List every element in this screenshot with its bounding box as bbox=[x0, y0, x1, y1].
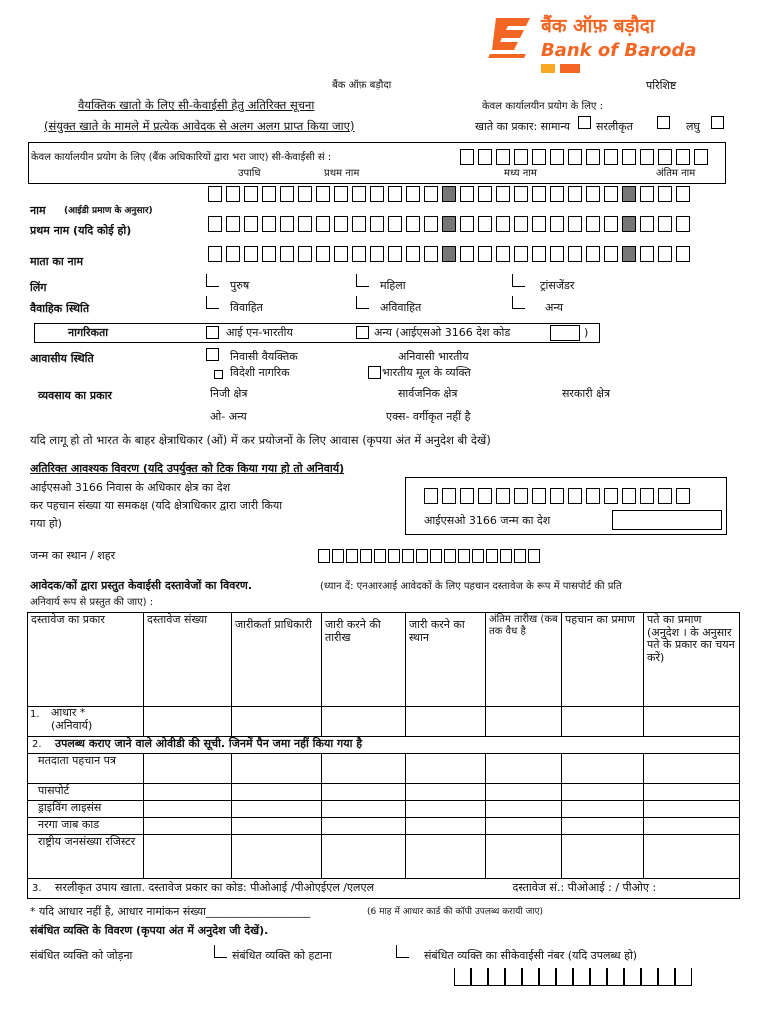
name-boxes[interactable] bbox=[208, 186, 694, 202]
ovd-nrega: नरगा जाब काड bbox=[28, 818, 144, 835]
ovd-num: 2. bbox=[32, 739, 42, 750]
table-cell[interactable] bbox=[486, 835, 562, 879]
table-cell[interactable] bbox=[232, 801, 322, 818]
joint-account-note: (संयुक्त खाते के मामले में प्रत्येक आवेदक से अलग अलग प्राप्त किया जाए) bbox=[44, 119, 355, 133]
col-last-name: अंतिम नाम bbox=[656, 168, 696, 179]
table-cell[interactable] bbox=[644, 801, 740, 818]
bank-name: बैंक ऑफ़ बड़ौदा bbox=[332, 80, 392, 91]
office-use-label: केवल कार्यालयीन प्रयोग के लिए : bbox=[482, 101, 603, 112]
add-related-checkbox[interactable] bbox=[214, 945, 227, 958]
aadhaar-footnote-note: (6 माह में आधार कार्ड की कॉपी उपलब्ध करायी जाए) bbox=[367, 907, 544, 917]
country-code-field[interactable] bbox=[550, 325, 580, 341]
table-cell[interactable] bbox=[562, 801, 644, 818]
table-cell[interactable] bbox=[232, 818, 322, 835]
office-use-bar-label: केवल कार्यालयीन प्रयोग के लिए (बैंक अधिकारियों द्वारा भरा जाए) सी-केवाईसी सं : bbox=[31, 152, 332, 163]
ovd-heading-cell bbox=[28, 737, 740, 754]
father-name-boxes[interactable] bbox=[208, 216, 694, 232]
iso-residence-line1: आईएसओ 3166 निवास के अधिकार क्षेत्र का देश bbox=[30, 481, 231, 494]
table-cell[interactable] bbox=[562, 784, 644, 801]
table-row bbox=[28, 707, 740, 737]
simplified-num: 3. bbox=[32, 883, 42, 894]
brand-strip-icon bbox=[541, 64, 555, 73]
docs-heading: आवेदक/कों द्वारा प्रस्तुत केवाईसी दस्तावेजों का विवरण. bbox=[30, 579, 253, 592]
table-cell[interactable] bbox=[232, 835, 322, 879]
aadhaar-num: 1. bbox=[30, 709, 40, 720]
ovd-heading-row bbox=[28, 737, 740, 754]
table-cell[interactable] bbox=[144, 835, 232, 879]
male-checkbox[interactable] bbox=[206, 274, 219, 287]
citizenship-label: नागरिकता bbox=[68, 326, 109, 339]
nri-label: अनिवासी भारतीय bbox=[398, 350, 469, 363]
kyc-documents-table bbox=[27, 612, 740, 899]
brand-name-hi: बैंक ऑफ़ बड़ौदा bbox=[541, 15, 655, 37]
table-cell[interactable] bbox=[644, 784, 740, 801]
table-cell[interactable] bbox=[144, 818, 232, 835]
unclassified-label: एक्स- वर्गीकृत नहीं है bbox=[386, 410, 471, 423]
table-cell[interactable] bbox=[322, 784, 406, 801]
simplified-cell bbox=[28, 879, 740, 899]
remove-related-label: संबंधित व्यक्ति को हटाना bbox=[232, 949, 332, 962]
add-related-label: संबंधित व्यक्ति को जोड़ना bbox=[30, 949, 133, 962]
resident-label: निवासी वैयक्तिक bbox=[230, 350, 298, 363]
table-cell[interactable] bbox=[322, 801, 406, 818]
small-label: लघु bbox=[686, 120, 700, 133]
account-type-label: खाते का प्रकार: सामान्य bbox=[475, 120, 571, 133]
table-cell[interactable] bbox=[644, 835, 740, 879]
table-cell[interactable] bbox=[144, 784, 232, 801]
table-cell[interactable] bbox=[406, 801, 486, 818]
aadhaar-mandatory: (अनिवार्य) bbox=[51, 718, 93, 732]
table-cell[interactable] bbox=[406, 835, 486, 879]
col-issue-date: जारी करने की तारीख bbox=[322, 613, 406, 707]
marital-other-label: अन्य bbox=[545, 301, 564, 314]
indian-label: आई एन-भारतीय bbox=[226, 326, 293, 339]
table-row bbox=[28, 754, 740, 784]
brand-name-en: Bank of Baroda bbox=[541, 40, 697, 61]
foreign-national-checkbox[interactable] bbox=[214, 370, 223, 379]
citizenship-row bbox=[34, 323, 600, 343]
aadhaar-footnote: * यदि आधार नहीं है, आधार नामांकन संख्या___________________ bbox=[30, 905, 311, 918]
simplified-checkbox[interactable] bbox=[657, 116, 670, 129]
unmarried-label: अविवाहित bbox=[380, 301, 422, 314]
married-checkbox[interactable] bbox=[206, 296, 219, 309]
government-sector-label: सरकारी क्षेत्र bbox=[562, 387, 611, 400]
private-sector-label: निजी क्षेत्र bbox=[210, 387, 248, 400]
small-checkbox[interactable] bbox=[711, 116, 724, 129]
mother-label: माता का नाम bbox=[30, 255, 84, 268]
brand-strip-icon bbox=[560, 64, 580, 73]
table-cell[interactable] bbox=[562, 835, 644, 879]
remove-related-checkbox[interactable] bbox=[396, 945, 409, 958]
birth-country-label: आईएसओ 3166 जन्म का देश bbox=[424, 514, 551, 527]
form-title: वैयक्तिक खातो के लिए सी-केवाईसी हेतु अतिरिक्त सूचना bbox=[78, 98, 315, 112]
married-label: विवाहित bbox=[230, 301, 263, 314]
ckyc-number-boxes[interactable] bbox=[460, 149, 712, 165]
doc-number-label: दस्तावेज सं.: पीओआई : / पीओए : bbox=[512, 881, 657, 894]
iso-residence-line2: कर पहचान संख्या या समकक्ष (यदि क्षेत्राधिकार द्वारा जारी किया bbox=[30, 499, 283, 512]
col-issuer: जारीकर्ता प्राधिकारी bbox=[232, 613, 322, 707]
table-cell[interactable] bbox=[232, 784, 322, 801]
table-cell[interactable] bbox=[144, 801, 232, 818]
col-prefix: उपाधि bbox=[238, 168, 261, 179]
table-cell[interactable] bbox=[406, 754, 486, 784]
normal-checkbox[interactable] bbox=[578, 116, 591, 129]
table-row bbox=[28, 835, 740, 879]
name-label: नाम bbox=[30, 204, 46, 217]
ovd-driving-license: ड्राइविंग लाइसंस bbox=[28, 801, 144, 818]
table-header-row bbox=[28, 613, 740, 707]
table-cell[interactable] bbox=[322, 835, 406, 879]
birthplace-boxes[interactable] bbox=[318, 549, 542, 563]
table-row bbox=[28, 784, 740, 801]
male-label: पुरुष bbox=[230, 279, 250, 292]
resident-checkbox[interactable] bbox=[206, 348, 219, 361]
aadhaar-label: आधार * bbox=[51, 706, 86, 719]
table-cell[interactable] bbox=[232, 707, 322, 737]
tax-id-boxes[interactable] bbox=[424, 488, 694, 504]
table-cell[interactable] bbox=[486, 707, 562, 737]
table-cell[interactable] bbox=[486, 818, 562, 835]
paren-close: ) bbox=[584, 326, 589, 339]
col-doc-type: दस्तावेज का प्रकार bbox=[28, 613, 144, 707]
appendix-label: परिशिष्ट bbox=[646, 79, 677, 92]
aadhaar-cell bbox=[28, 707, 144, 737]
col-expiry: अंतिम तारीख (कब तक वैध है bbox=[486, 613, 562, 707]
marital-label: वैवाहिक स्थिति bbox=[30, 302, 90, 315]
transgender-label: ट्रांसजेंडर bbox=[540, 279, 575, 292]
table-cell[interactable] bbox=[644, 818, 740, 835]
father-label: प्रथम नाम (यदि कोई हो) bbox=[30, 224, 132, 237]
table-row bbox=[28, 801, 740, 818]
birth-country-field[interactable] bbox=[612, 510, 722, 530]
table-row bbox=[28, 818, 740, 835]
table-cell[interactable] bbox=[322, 707, 406, 737]
occupation-other-label: ओ- अन्य bbox=[210, 410, 247, 423]
simplified-label: सरलीकृत उपाय खाता. दस्तावेज प्रकार का कोड: पीओआई /पीओएईएल /एलएल bbox=[55, 881, 375, 894]
docs-note-1: (ध्यान दें: एनआरआई आवेदकों के लिए पहचान दस्तावेज के रूप में पासपोर्ट की प्रति bbox=[320, 581, 622, 592]
other-citizenship-label: अन्य (आईएसओ 3166 देश कोड bbox=[374, 326, 511, 339]
bank-logo-icon bbox=[486, 14, 536, 60]
table-cell[interactable] bbox=[562, 818, 644, 835]
residential-label: आवासीय स्थिति bbox=[30, 352, 94, 365]
table-cell[interactable] bbox=[486, 754, 562, 784]
additional-heading: अतिरिक्त आवश्यक विवरण (यदि उपर्युक्त को टिक किया गया हो तो अनिवार्य) bbox=[30, 462, 345, 475]
docs-note-2: अनिवार्य रूप से प्रस्तुत की जाए) : bbox=[30, 597, 154, 608]
unmarried-checkbox[interactable] bbox=[356, 296, 369, 309]
ovd-voter-id: मतदाता पहचान पत्र bbox=[28, 754, 144, 784]
ovd-npr: राष्ट्रीय जनसंख्या रजिस्टर bbox=[28, 835, 144, 879]
related-heading: संबंधित व्यक्ति के विवरण (कृपया अंत में अनुदेश जी देखें). bbox=[30, 924, 269, 937]
table-cell[interactable] bbox=[644, 707, 740, 737]
name-note: (आईडी प्रमाण के अनुसार) bbox=[64, 206, 153, 216]
table-cell[interactable] bbox=[232, 754, 322, 784]
table-cell[interactable] bbox=[406, 707, 486, 737]
female-checkbox[interactable] bbox=[356, 274, 369, 287]
col-doc-number: दस्तावेज संख्या bbox=[144, 613, 232, 707]
other-citizenship-checkbox[interactable] bbox=[356, 326, 369, 339]
table-cell[interactable] bbox=[322, 818, 406, 835]
foreign-national-label: विदेशी नागरिक bbox=[230, 366, 290, 379]
tax-residence-text: यदि लागू हो तो भारत के बाहर क्षेत्राधिकार (ओं) में कर प्रयोजनों के लिए आवास (कृपया अंत में अनुदेश बी देखें) bbox=[30, 433, 491, 447]
public-sector-label: सार्वजनिक क्षेत्र bbox=[398, 387, 458, 400]
table-cell[interactable] bbox=[562, 754, 644, 784]
birthplace-label: जन्म का स्थान / शहर bbox=[30, 549, 116, 562]
table-cell[interactable] bbox=[486, 784, 562, 801]
col-address-proof: पते का प्रमाण (अनुदेश । के अनुसार पते के प्रकार का चयन करें) bbox=[644, 613, 740, 707]
gender-label: लिंग bbox=[30, 281, 47, 294]
iso-residence-line3: गया हो) bbox=[30, 517, 62, 530]
pio-label: भारतीय मूल के व्यक्ति bbox=[382, 366, 471, 379]
marital-other-checkbox[interactable] bbox=[512, 296, 525, 309]
related-ckyc-boxes[interactable] bbox=[454, 968, 692, 986]
table-cell[interactable] bbox=[562, 707, 644, 737]
table-cell[interactable] bbox=[406, 818, 486, 835]
related-ckyc-label: संबंधित व्यक्ति का सीकेवाईसी नंबर (यदि उपलब्ध हो) bbox=[424, 949, 638, 962]
occupation-label: व्यवसाय का प्रकार bbox=[38, 389, 112, 402]
col-middle-name: मध्य नाम bbox=[504, 168, 537, 179]
mother-name-boxes[interactable] bbox=[208, 246, 694, 262]
pio-checkbox[interactable] bbox=[368, 366, 381, 379]
indian-checkbox[interactable] bbox=[206, 326, 219, 339]
table-cell[interactable] bbox=[486, 801, 562, 818]
simplified-label: सरलीकृत bbox=[596, 120, 633, 133]
simplified-row bbox=[28, 879, 740, 899]
transgender-checkbox[interactable] bbox=[512, 274, 525, 287]
table-cell[interactable] bbox=[406, 784, 486, 801]
table-cell[interactable] bbox=[144, 707, 232, 737]
table-cell[interactable] bbox=[144, 754, 232, 784]
col-first-name: प्रथम नाम bbox=[324, 168, 360, 179]
col-issue-place: जारी करने का स्थान bbox=[406, 613, 486, 707]
female-label: महिला bbox=[380, 279, 406, 292]
col-identity-proof: पहचान का प्रमाण bbox=[562, 613, 644, 707]
table-cell[interactable] bbox=[322, 754, 406, 784]
table-cell[interactable] bbox=[644, 754, 740, 784]
ovd-passport: पासपोर्ट bbox=[28, 784, 144, 801]
ovd-heading: उपलब्ध कराए जाने वाले ओवीडी की सूची. जिनमें पैन जमा नहीं किया गया है bbox=[55, 737, 363, 750]
